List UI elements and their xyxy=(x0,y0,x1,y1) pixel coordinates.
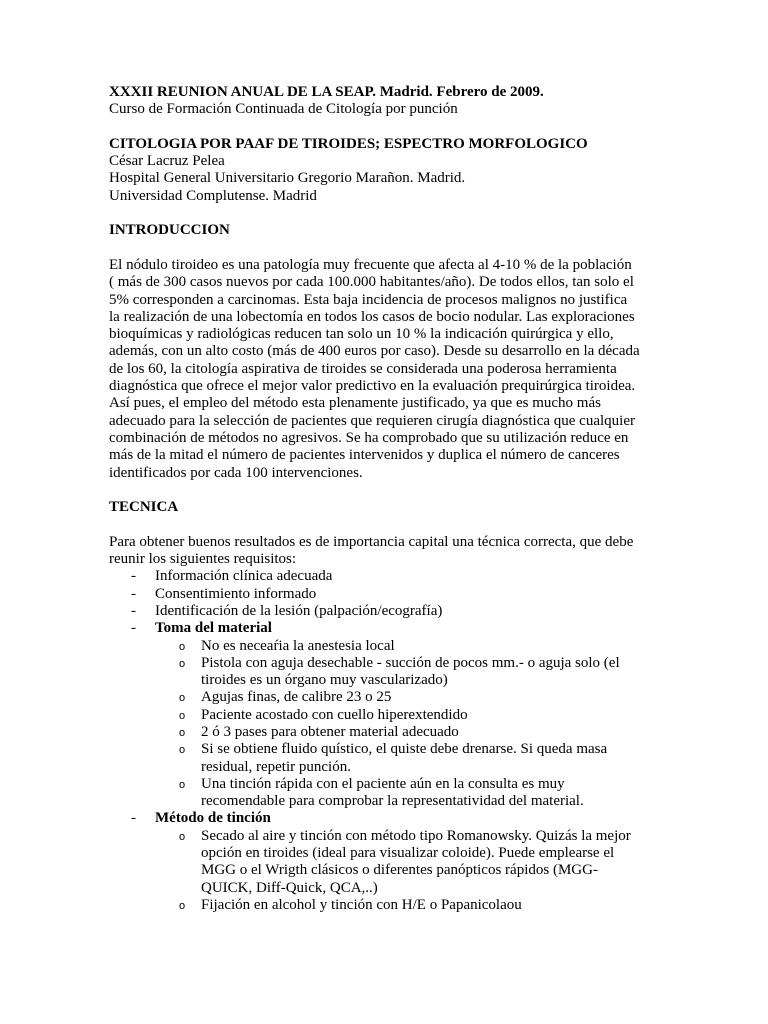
list-item-text: Identificación de la lesión (palpación/ecografía) xyxy=(155,602,443,619)
paragraph-line: más de la mitad el número de pacientes intervenidos y duplica el número de canceres xyxy=(109,447,620,464)
paragraph-line: combinación de métodos no agresivos. Se ha comprobado que su utilización reduce en xyxy=(109,429,629,446)
dash-bullet: - xyxy=(131,568,136,585)
list-item xyxy=(109,603,729,620)
sublist-line: 2 ó 3 pases para obtener material adecuado xyxy=(201,723,459,740)
paragraph-line: identificados por cada 100 intervenciones. xyxy=(109,464,363,481)
sublist-line: Pistola con aguja desechable - succión de pocos mm.- o aguja solo (el xyxy=(201,654,620,671)
section-heading-introduccion: INTRODUCCION xyxy=(109,222,230,239)
conference-title: XXXII REUNION ANUAL DE LA SEAP. Madrid. Febrero de 2009. xyxy=(109,84,544,100)
sublist-item xyxy=(155,724,729,741)
circle-bullet: o xyxy=(179,744,186,757)
paragraph-line: la realización de una lobectomía en todos los casos de bocio nodular. Las exploraciones xyxy=(109,308,635,325)
tecnica-intro-paragraph xyxy=(109,534,729,569)
dash-bullet: - xyxy=(131,620,136,637)
list-item-label: Método de tinción xyxy=(155,810,271,827)
sublist-line: Una tinción rápida con el paciente aún en la consulta es muy xyxy=(201,775,565,792)
circle-bullet: o xyxy=(179,726,186,739)
list-item xyxy=(109,568,729,585)
paragraph-line: Así pues, el empleo del método esta plenamente justificado, ya que es mucho más xyxy=(109,395,601,412)
sublist-item xyxy=(155,655,729,690)
affiliation-university: Universidad Complutense. Madrid xyxy=(109,187,317,204)
affiliation-hospital: Hospital General Universitario Gregorio Marañon. Madrid. xyxy=(109,170,466,187)
sublist-item xyxy=(155,776,729,811)
circle-bullet: o xyxy=(179,778,186,791)
sublist-line: Agujas finas, de calibre 23 o 25 xyxy=(201,689,392,706)
list-item xyxy=(109,586,729,603)
sublist-line: tiroides es un órgano muy vascularizado) xyxy=(201,672,448,689)
paragraph-line: reunir los siguientes requisitos: xyxy=(109,551,297,568)
sublist-item xyxy=(155,741,729,776)
paragraph-line: de los 60, la citología aspirativa de tiroides se considerada una poderosa herramienta xyxy=(109,360,617,377)
intro-paragraph xyxy=(109,257,729,482)
list-item-label: Toma del material xyxy=(155,620,272,637)
circle-bullet: o xyxy=(179,657,186,670)
sublist-item xyxy=(155,828,729,897)
paragraph-line: El nódulo tiroideo es una patología muy frecuente que afecta al 4-10 % de la población xyxy=(109,256,632,273)
circle-bullet: o xyxy=(179,709,186,722)
paragraph-line: bioquímicas y radiológicas reducen tan solo un 10 % la indicación quirúrgica y ello, xyxy=(109,326,614,343)
requirements-list xyxy=(109,568,729,914)
author-name: César Lacruz Pelea xyxy=(109,153,225,170)
paragraph-line: ( más de 300 casos nuevos por cada 100.000 habitantes/año). De todos ellos, tan solo el xyxy=(109,274,634,291)
dash-bullet: - xyxy=(131,602,136,619)
circle-bullet: o xyxy=(179,640,186,653)
toma-sublist xyxy=(155,638,729,811)
sublist-line: Fijación en alcohol y tinción con H/E o Papanicolaou xyxy=(201,896,522,913)
sublist-item xyxy=(155,707,729,724)
sublist-line: MGG o el Wrigth clásicos o diferentes panópticos rápidos (MGG- xyxy=(201,862,598,879)
list-item-metodo-de-tincion xyxy=(109,810,729,914)
section-heading-tecnica: TECNICA xyxy=(109,499,179,516)
course-title: Curso de Formación Continuada de Citología por punción xyxy=(109,101,458,118)
circle-bullet: o xyxy=(179,830,186,843)
circle-bullet: o xyxy=(179,692,186,705)
article-title: CITOLOGIA POR PAAF DE TIROIDES; ESPECTRO MORFOLOGICO xyxy=(109,135,588,152)
sublist-item xyxy=(155,689,729,706)
list-item-toma-del-material xyxy=(109,620,729,810)
circle-bullet: o xyxy=(179,899,186,912)
sublist-line: Paciente acostado con cuello hiperextendido xyxy=(201,706,468,723)
dash-bullet: - xyxy=(131,810,136,827)
sublist-line: Secado al aire y tinción con método tipo Romanowsky. Quizás la mejor xyxy=(201,827,631,844)
sublist-item xyxy=(155,897,729,914)
metodo-sublist xyxy=(155,828,729,914)
list-item-text: Consentimiento informado xyxy=(155,585,317,602)
sublist-line: recomendable para comprobar la representatividad del material. xyxy=(201,793,584,810)
paragraph-line: 5% corresponden a carcinomas. Esta baja incidencia de procesos malignos no justifica xyxy=(109,291,628,308)
paragraph-line: además, con un alto costo (más de 400 euros por caso). Desde su desarrollo en la década xyxy=(109,343,640,360)
sublist-line: QUICK, Diff-Quick, QCA,..) xyxy=(201,879,378,896)
document-body xyxy=(109,84,729,914)
sublist-line: No es neceaŕia la anestesia local xyxy=(201,637,395,654)
sublist-line: Si se obtiene fluido quístico, el quiste debe drenarse. Si queda masa xyxy=(201,741,608,758)
paragraph-line: diagnóstica que ofrece el mejor valor predictivo en la evaluación prequirúrgica tiroidea. xyxy=(109,378,636,395)
sublist-line: opción en tiroides (ideal para visualizar coloide). Puede emplearse el xyxy=(201,845,615,862)
sublist-line: residual, repetir punción. xyxy=(201,758,351,775)
dash-bullet: - xyxy=(131,585,136,602)
paragraph-line: Para obtener buenos resultados es de importancia capital una técnica correcta, que debe xyxy=(109,533,634,550)
list-item-text: Información clínica adecuada xyxy=(155,568,333,585)
sublist-item xyxy=(155,638,729,655)
paragraph-line: adecuado para la selección de pacientes que requieren cirugía diagnóstica que cualquier xyxy=(109,412,635,429)
